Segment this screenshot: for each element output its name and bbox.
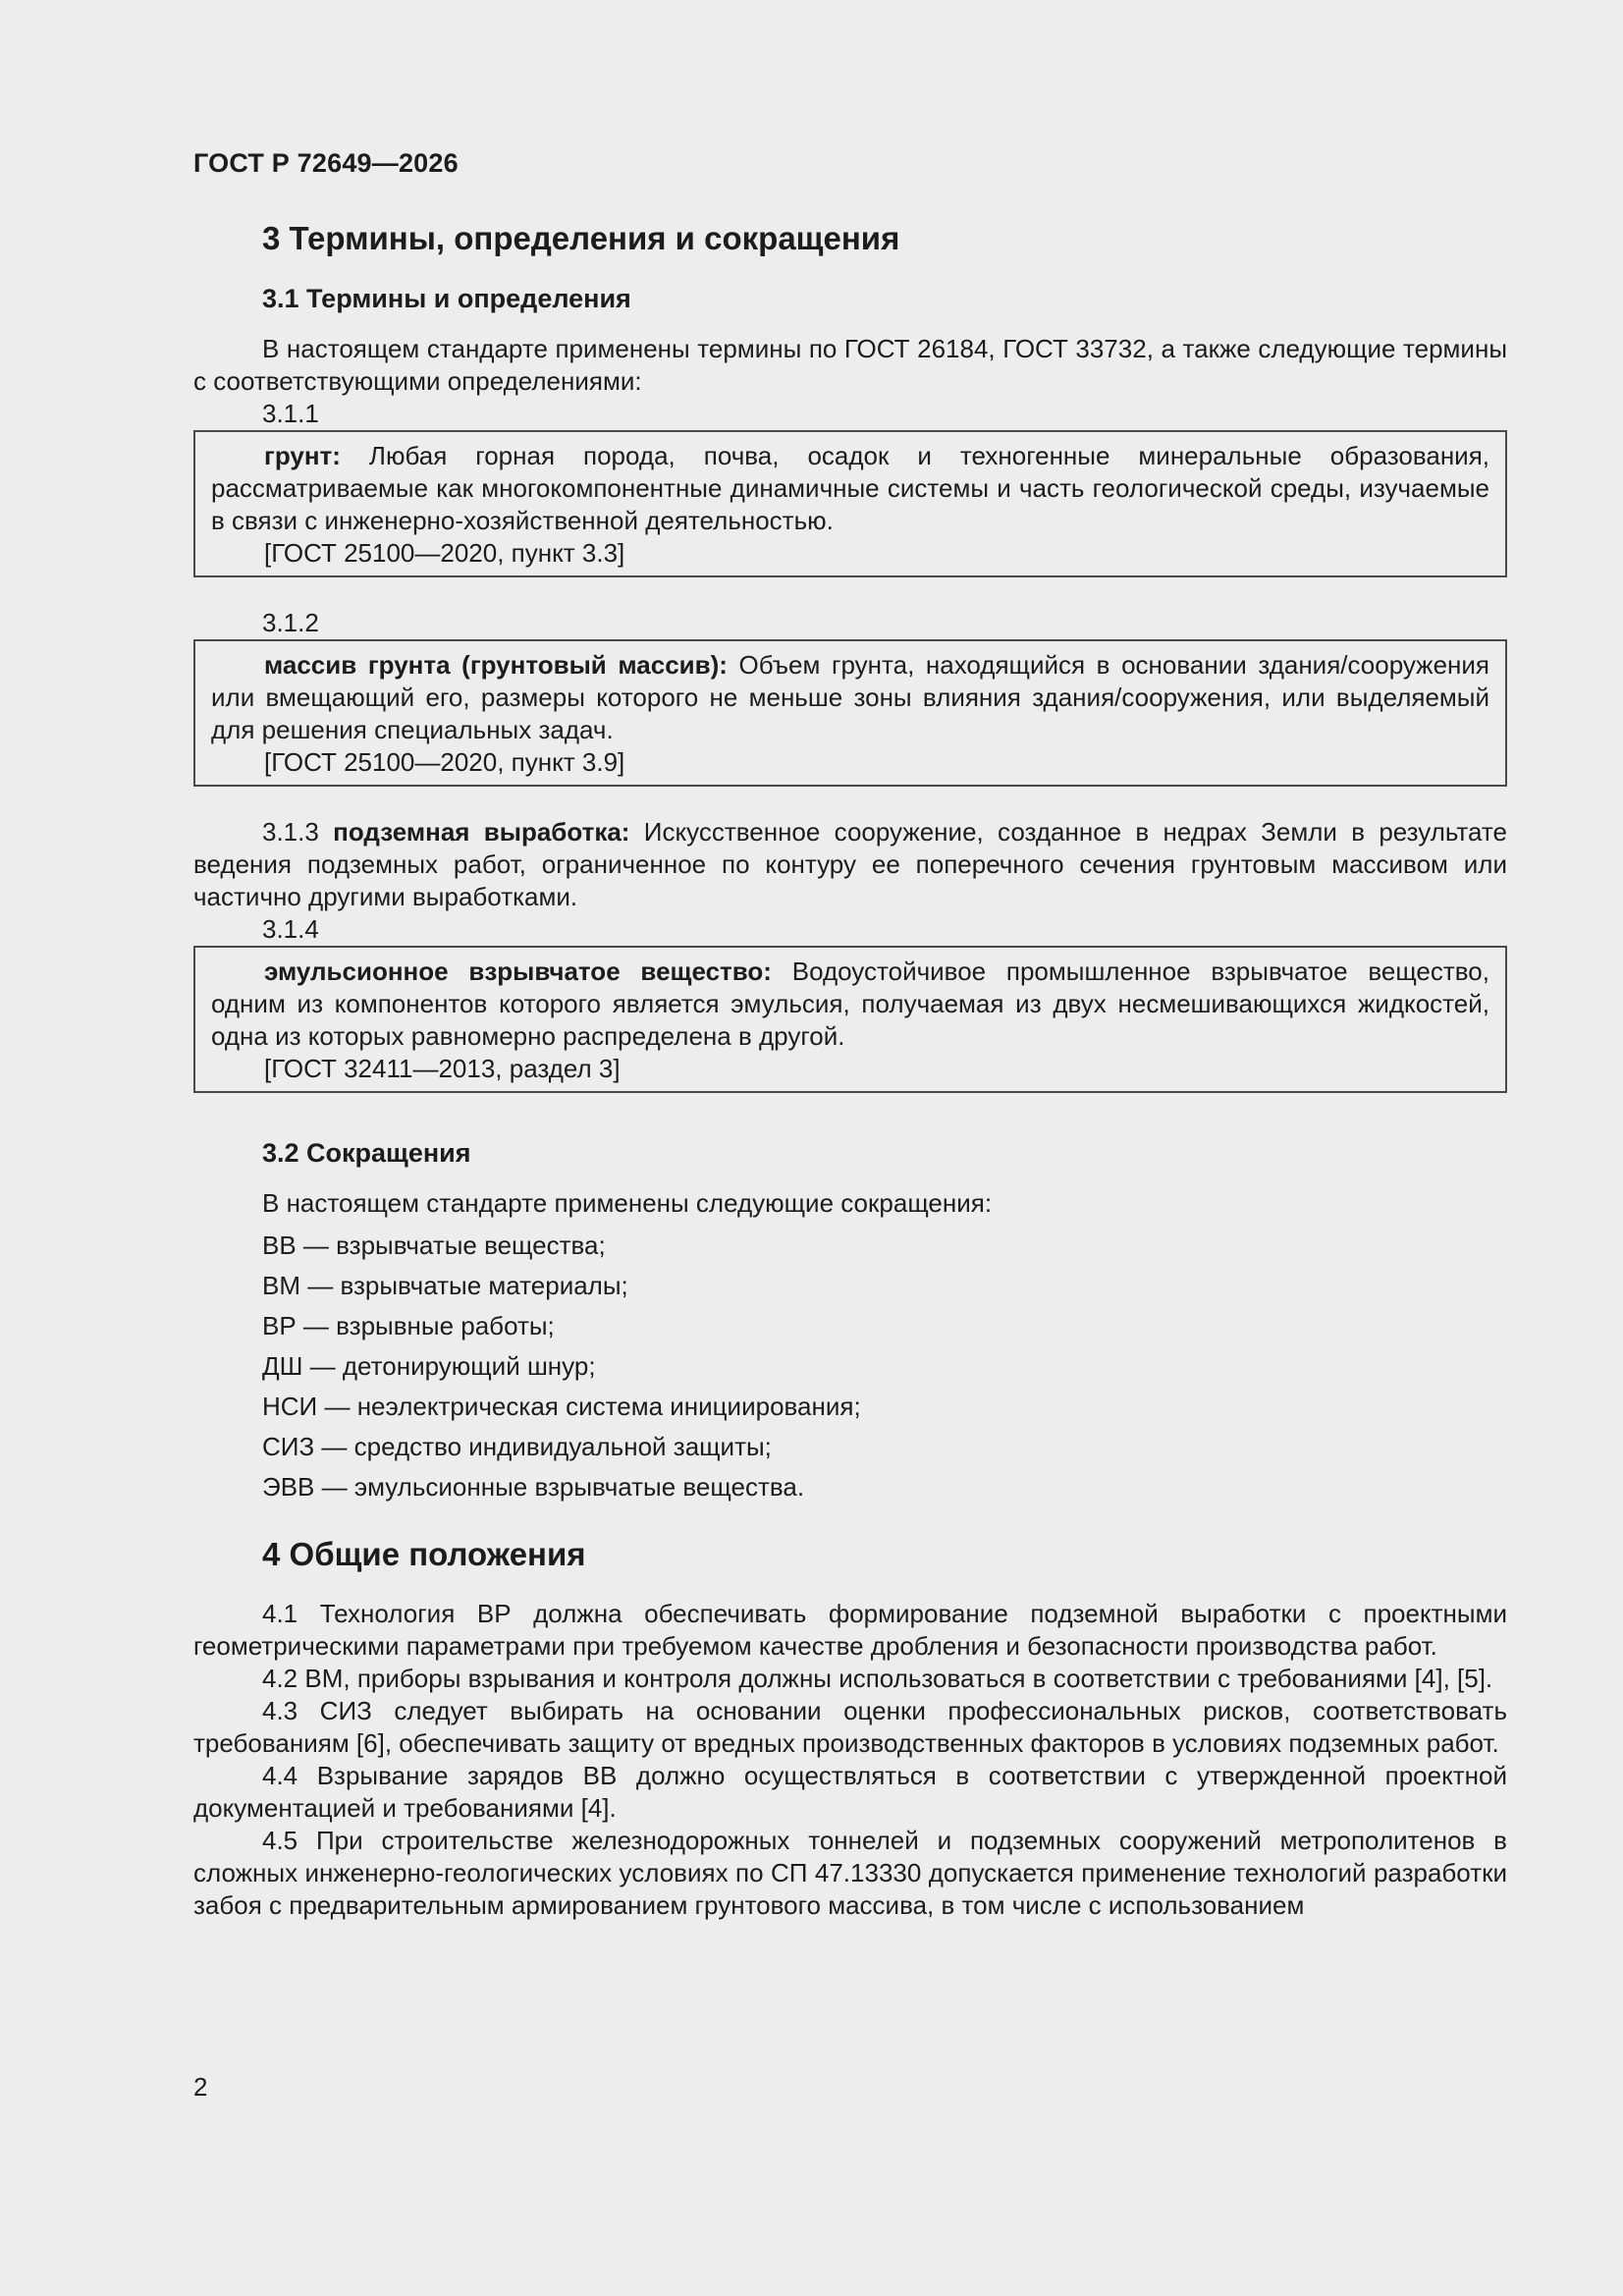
term-name: массив грунта (грунтовый массив): xyxy=(264,650,728,680)
term-reference: [ГОСТ 25100—2020, пункт 3.9] xyxy=(264,747,625,777)
term-text: Водоустойчивое промышленное взрывчатое вещество, одним из компонентов которого является эмульсия, получаемая из двух несмешивающихся жидкостей, одна из которых равномерно распределена в другой. xyxy=(211,957,1489,1051)
abbreviation-item: ВР — взрывные работы; xyxy=(262,1311,555,1340)
term-paragraph xyxy=(193,816,1507,913)
abbreviation-item: НСИ — неэлектрическая система инициирования; xyxy=(262,1392,861,1421)
term-number: 3.1.3 xyxy=(262,817,319,847)
term-text: Любая горная порода, почва, осадок и техногенные минеральные образования, рассматриваемые как многокомпонентные динамичные системы и часть геологической среды, изучаемые в связи с инженерно-хозяйственной деятельностью. xyxy=(211,441,1489,535)
clause-4-5: 4.5 При строительстве железнодорожных тоннелей и подземных сооружений метрополитенов в сложных инженерно-геологических условиях по СП 47.13330 допускается применение технологий разработки забоя с предварительным армированием грунтового массива, в том числе с использованием xyxy=(193,1826,1507,1920)
page-content xyxy=(193,147,1507,1922)
term-box xyxy=(193,430,1507,577)
term-number: 3.1.1 xyxy=(262,399,319,428)
abbreviation-item: СИЗ — средство индивидуальной защиты; xyxy=(262,1432,772,1461)
clause-4-3: 4.3 СИЗ следует выбирать на основании оценки профессиональных рисков, соответствовать требованиям [6], обеспечивать защиту от вредных производственных факторов в условиях подземных работ. xyxy=(193,1696,1507,1758)
term-definition xyxy=(211,440,1489,537)
term-number: 3.1.2 xyxy=(262,608,319,637)
clause-4-1: 4.1 Технология ВР должна обеспечивать формирование подземной выработки с проектными геометрическими параметрами при требуемом качестве дробления и безопасности производства работ. xyxy=(193,1599,1507,1661)
term-text: Объем грунта, находящийся в основании здания/сооружения или вмещающий его, размеры которого не меньше зоны влияния здания/сооружения, или выделяемый для решения специальных задач. xyxy=(211,650,1489,744)
term-name: грунт: xyxy=(264,441,341,470)
term-reference: [ГОСТ 32411—2013, раздел 3] xyxy=(264,1054,621,1083)
page-number: 2 xyxy=(193,2072,208,2102)
term-box xyxy=(193,639,1507,787)
term-name: эмульсионное взрывчатое вещество: xyxy=(264,957,772,986)
term-definition xyxy=(211,649,1489,746)
abbreviation-item: ДШ — детонирующий шнур; xyxy=(262,1351,596,1381)
term-reference: [ГОСТ 25100—2020, пункт 3.3] xyxy=(264,538,625,568)
abbreviations-list xyxy=(262,1226,1507,1507)
term-text: Искусственное сооружение, созданное в недрах Земли в результате ведения подземных работ, ограниченное по контуру ее поперечного сечения грунтовым массивом или частично другими выработками. xyxy=(193,817,1507,911)
subsection-3-1-title: 3.1 Термины и определения xyxy=(262,284,631,313)
subsection-3-2-title: 3.2 Сокращения xyxy=(262,1138,471,1168)
section-3-title: 3 Термины, определения и сокращения xyxy=(262,220,900,256)
term-box xyxy=(193,946,1507,1093)
abbreviation-item: ВВ — взрывчатые вещества; xyxy=(262,1230,606,1260)
terms-intro: В настоящем стандарте применены термины по ГОСТ 26184, ГОСТ 33732, а также следующие термины с соответствующими определениями: xyxy=(193,334,1507,396)
document-id: ГОСТ Р 72649—2026 xyxy=(193,148,459,178)
abbreviation-item: ЭВВ — эмульсионные взрывчатые вещества. xyxy=(262,1472,805,1502)
abbreviations-intro: В настоящем стандарте применены следующие сокращения: xyxy=(262,1188,993,1218)
clause-4-2: 4.2 ВМ, приборы взрывания и контроля должны использоваться в соответствии с требованиями [4], [5]. xyxy=(262,1664,1493,1693)
clause-4-4: 4.4 Взрывание зарядов ВВ должно осуществляться в соответствии с утвержденной проектной документацией и требованиями [4]. xyxy=(193,1761,1507,1823)
section-4-title: 4 Общие положения xyxy=(262,1536,586,1572)
term-number: 3.1.4 xyxy=(262,914,319,944)
term-name: подземная выработка: xyxy=(333,817,630,847)
abbreviation-item: ВМ — взрывчатые материалы; xyxy=(262,1271,628,1300)
term-definition xyxy=(211,956,1489,1053)
